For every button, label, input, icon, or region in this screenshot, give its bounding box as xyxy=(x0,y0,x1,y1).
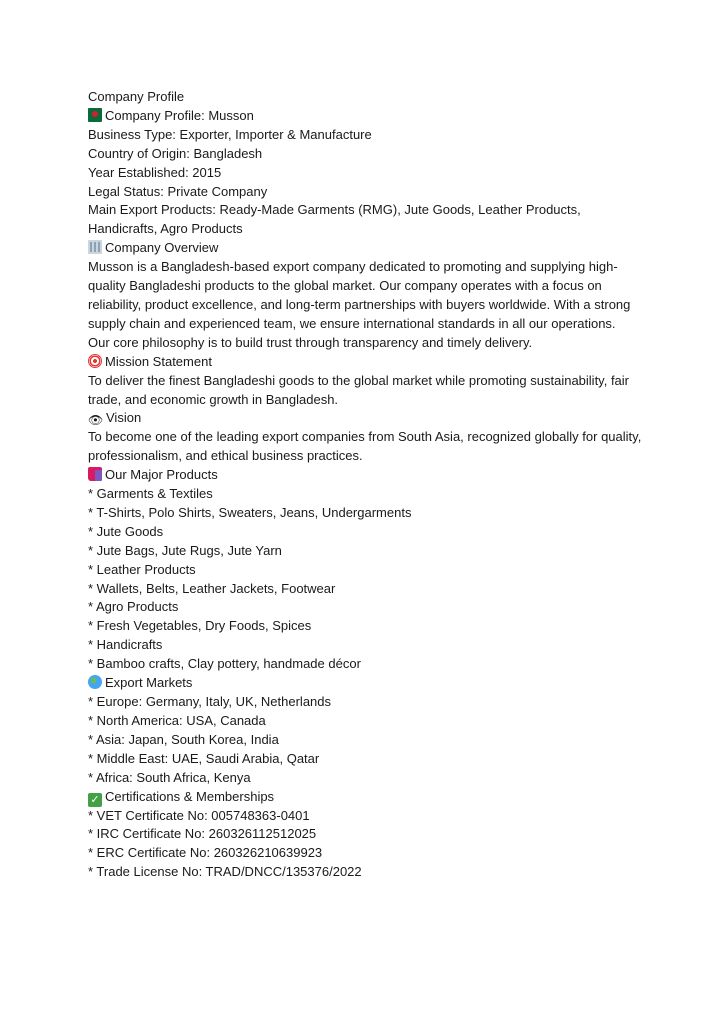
list-item: * Africa: South Africa, Kenya xyxy=(88,769,251,785)
business-type: Business Type: Exporter, Importer & Manufacture xyxy=(88,126,372,142)
list-item: * Agro Products xyxy=(88,599,179,615)
eye-icon: 👁 xyxy=(88,413,104,428)
profile-title-row xyxy=(88,107,648,126)
markets-title-row xyxy=(88,674,648,693)
products-title: Our Major Products xyxy=(105,467,218,483)
vision-title: Vision xyxy=(106,410,142,426)
bangladesh-flag-icon xyxy=(88,108,102,122)
list-item: * Middle East: UAE, Saudi Arabia, Qatar xyxy=(88,750,320,766)
globe-icon xyxy=(88,675,102,689)
list-item: * Leather Products xyxy=(88,561,196,577)
overview-body: Musson is a Bangladesh-based export company dedicated to promoting and supplying high-quality Bangladeshi products to the global market. Our company operates with a focus on reliability, product excellence, and long-term partnerships with buyers worldwide. With a strong supply chain and experienced team, we ensure international standards in all our operations. xyxy=(88,259,631,331)
mission-title: Mission Statement xyxy=(105,353,212,369)
products-title-row xyxy=(88,466,648,485)
list-item: * VET Certificate No: 005748363-0401 xyxy=(88,807,310,823)
main-export-products: Main Export Products: Ready-Made Garments (RMG), Jute Goods, Leather Products, Handicrafts, Agro Products xyxy=(88,202,581,237)
overview-title: Company Overview xyxy=(105,240,219,256)
list-item: * Europe: Germany, Italy, UK, Netherlands xyxy=(88,694,332,709)
list-item: * Trade License No: TRAD/DNCC/135376/2022 xyxy=(88,864,362,880)
list-item: * Jute Goods xyxy=(88,523,164,539)
certs-title-row xyxy=(88,788,648,807)
list-item: * Fresh Vegetables, Dry Foods, Spices xyxy=(88,618,312,634)
shopping-bags-icon xyxy=(88,467,102,481)
doc-heading: Company Profile xyxy=(88,89,185,104)
list-item: * Handicrafts xyxy=(88,637,163,653)
legal-status: Legal Status: Private Company xyxy=(88,183,268,199)
list-item: * ERC Certificate No: 260326210639923 xyxy=(88,845,323,861)
vision-body: To become one of the leading export companies from South Asia, recognized globally for quality, professionalism, and ethical business practices. xyxy=(88,429,642,464)
mission-title-row xyxy=(88,353,648,372)
overview-title-row xyxy=(88,239,648,258)
target-icon xyxy=(88,354,102,368)
country-of-origin: Country of Origin: Bangladesh xyxy=(88,145,263,161)
list-item: * T-Shirts, Polo Shirts, Sweaters, Jeans, Undergarments xyxy=(88,504,412,520)
mission-body: To deliver the finest Bangladeshi goods to the global market while promoting sustainability, fair trade, and economic growth in Bangladesh. xyxy=(88,372,630,407)
document-page xyxy=(88,88,648,882)
list-item: * Asia: Japan, South Korea, India xyxy=(88,731,279,747)
list-item: * North America: USA, Canada xyxy=(88,712,266,728)
check-mark-icon: ✓ xyxy=(88,793,102,807)
markets-title: Export Markets xyxy=(105,675,193,691)
certs-title: Certifications & Memberships xyxy=(105,788,275,804)
list-item: * Garments & Textiles xyxy=(88,486,213,502)
list-item: * Bamboo crafts, Clay pottery, handmade décor xyxy=(88,656,361,672)
vision-title-row xyxy=(88,409,648,428)
year-established: Year Established: 2015 xyxy=(88,164,222,180)
profile-title: Company Profile: Musson xyxy=(105,107,254,123)
office-building-icon xyxy=(88,240,102,254)
list-item: * IRC Certificate No: 260326112512025 xyxy=(88,826,317,842)
list-item: * Jute Bags, Jute Rugs, Jute Yarn xyxy=(88,542,282,558)
list-item: * Wallets, Belts, Leather Jackets, Footwear xyxy=(88,580,336,596)
overview-philosophy: Our core philosophy is to build trust through transparency and timely delivery. xyxy=(88,334,533,350)
